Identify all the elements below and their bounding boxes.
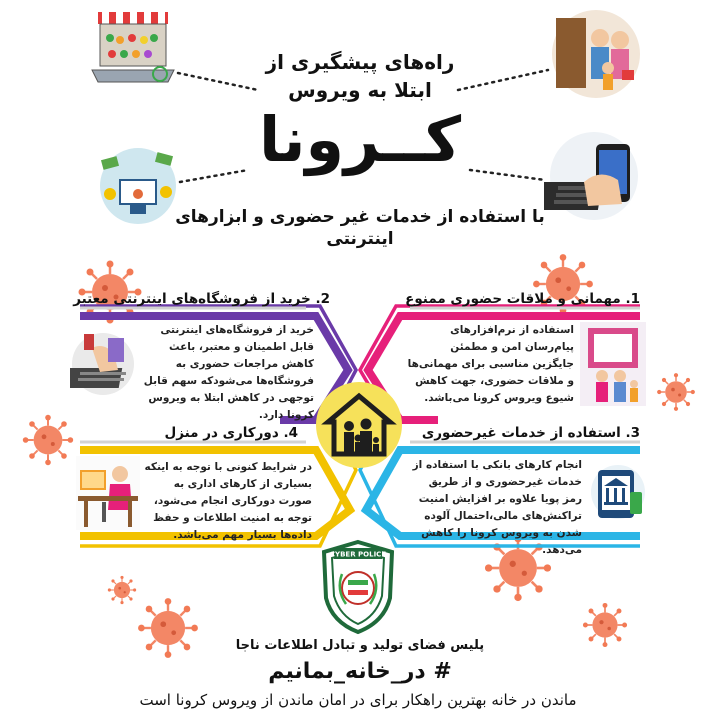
family-shelter-icon: [314, 380, 404, 470]
organization-name: پلیس فضای تولید و تبادل اطلاعات ناجا: [235, 638, 485, 653]
section-4-body: در شرایط کنونی با توجه به اینکه بسیاری از کارهای اداری به صورت دورکاری انجام می‌شود، توجه به امنیت اطلاعات و حفظ داده‌ها بسیار مهم می‌باشد.: [144, 461, 312, 541]
hashtag: # در_خانه_بمانیم: [268, 659, 452, 684]
section-3-body: انجام کارهای بانکی با استفاده از خدمات غیرحضوری و از طریق رمز پویا علاوه بر افزایش امنیت تراکنش‌های مالی،احتمال آلوده شدن به ویروس کرونا را کاهش می‌دهد.: [412, 459, 582, 556]
remote-work-icon: [76, 456, 140, 530]
section-4-title: 4. دورکاری در منزل: [164, 425, 298, 441]
bank-mobile-icon: [590, 452, 646, 532]
page-title: کــرونا: [258, 103, 462, 176]
header-line-1: راه‌های پیشگیری از: [265, 50, 455, 74]
cyber-police-badge: [318, 538, 398, 636]
section-1-title: 1. مهمانی و ملاقات حضوری ممنوع: [405, 291, 640, 307]
header-line-2: ابتلا به ویروس: [288, 78, 432, 102]
section-2-title: 2. خرید از فروشگاه‌های اینترنتی معتبر: [73, 291, 330, 307]
tagline: ماندن در خانه بهترین راهکار برای در امان ماندن از ویروس کرونا است: [139, 691, 577, 709]
section-1-body: استفاده از نرم‌افزارهای پیام‌رسان امن و مطمئن جایگزین مناسبی برای مهمانی‌ها و ملاقات حضوری، جهت کاهش شیوع ویروس کرونا می‌باشد.: [407, 324, 574, 404]
badge-label: CYBER POLICE: [329, 550, 387, 559]
section-2-body: خرید از فروشگاه‌های اینترنتی قابل اطمینان و معتبر، باعث کاهش مراجعات حضوری به فروشگاه‌ها می‌شودکه سهم قابل توجهی در کاهش ابتلا به ویروس کرونا دارد.: [143, 324, 314, 421]
family-home-icon: [580, 322, 646, 406]
section-3-title: 3. استفاده از خدمات غیرحضوری: [421, 425, 640, 441]
keyboard-shopping-icon: [70, 324, 136, 404]
page-subtitle: با استفاده از خدمات غیر حضوری و ابزارهای اینترنتی: [175, 207, 545, 249]
